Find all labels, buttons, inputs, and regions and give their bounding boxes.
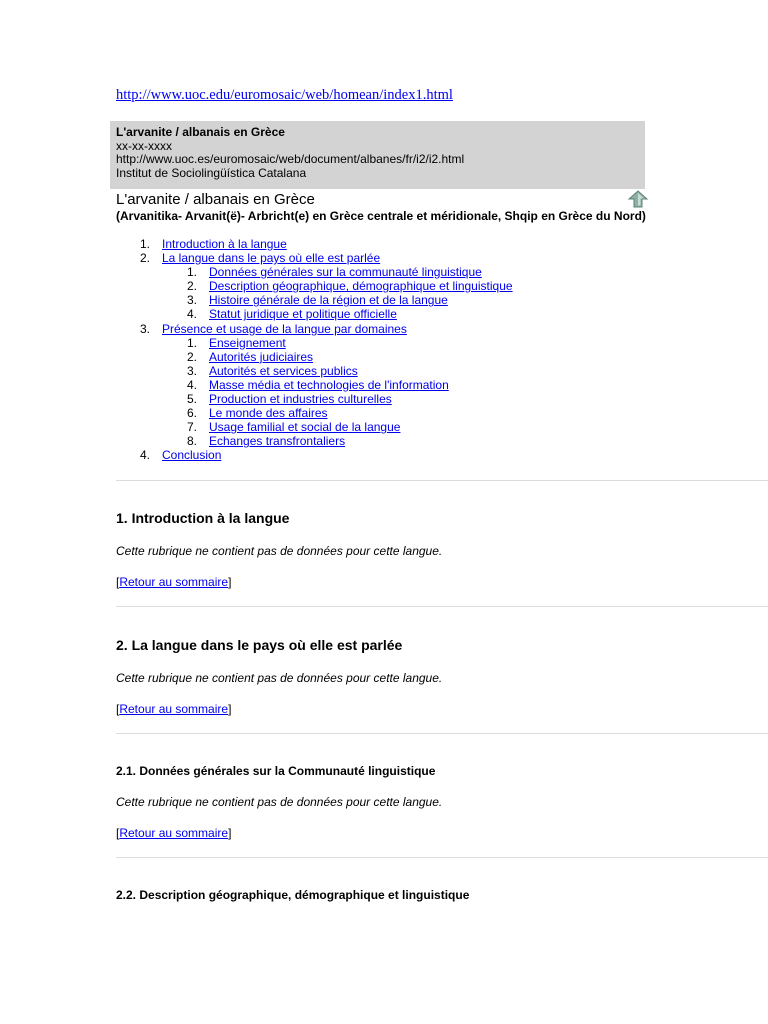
info-box-date: xx-xx-xxxx [116, 138, 172, 153]
toc-subitem [116, 265, 513, 279]
toc-subitem [116, 336, 513, 350]
toc-item-number: 4. [186, 377, 197, 392]
top-url-link[interactable]: http://www.uoc.edu/euromosaic/web/homean/index1.html [116, 87, 453, 103]
document-info-box [110, 121, 645, 189]
section-2-1-text: Cette rubrique ne contient pas de données pour cette langue. [116, 795, 443, 809]
section-1-back [116, 575, 231, 589]
toc-link[interactable]: Conclusion [162, 448, 222, 463]
bracket-close: ] [228, 575, 232, 589]
toc-item-number: 6. [186, 406, 197, 421]
section-1-text: Cette rubrique ne contient pas de données pour cette langue. [116, 544, 443, 558]
section-2-text: Cette rubrique ne contient pas de données pour cette langue. [116, 671, 443, 685]
toc-link[interactable]: Autorités et services publics [209, 363, 358, 378]
toc-link[interactable]: Production et industries culturelles [209, 392, 392, 407]
back-to-summary-link[interactable]: Retour au sommaire [119, 702, 229, 716]
toc-subitem [116, 364, 513, 378]
toc-item-number: 1. [139, 237, 150, 251]
info-box-title: L'arvanite / albanais en Grèce [116, 125, 285, 139]
toc-subitem [116, 392, 513, 406]
toc-subitem [116, 378, 513, 392]
toc-item-number: 3. [186, 293, 197, 308]
toc-subitem [116, 350, 513, 364]
section-2-1-title: 2.1. Données générales sur la Communauté linguistique [116, 764, 436, 778]
toc-item-number: 1. [186, 265, 197, 280]
back-to-summary-link[interactable]: Retour au sommaire [119, 575, 229, 589]
info-box-url: http://www.uoc.es/euromosaic/web/document/albanes/fr/i2/i2.html [116, 152, 465, 166]
toc-subitem [116, 420, 513, 434]
toc-link[interactable]: Enseignement [209, 335, 286, 350]
toc-link[interactable]: Masse média et technologies de l'information [209, 377, 449, 392]
back-to-summary-link[interactable]: Retour au sommaire [119, 826, 229, 840]
section-divider [116, 857, 768, 858]
section-2-title: 2. La langue dans le pays où elle est parlée [116, 637, 403, 653]
section-2-2-title: 2.2. Description géographique, démographique et linguistique [116, 888, 470, 902]
toc-item-number: 8. [186, 434, 197, 449]
bracket-close: ] [228, 826, 232, 840]
toc-link[interactable]: Echanges transfrontaliers [209, 434, 346, 449]
section-divider [116, 606, 768, 607]
toc-item [116, 322, 513, 336]
toc-item-number: 4. [186, 307, 197, 322]
toc-link[interactable]: Description géographique, démographique et linguistique [209, 279, 513, 294]
toc-link[interactable]: Autorités judiciaires [209, 349, 314, 364]
toc-link[interactable]: Usage familial et social de la langue [209, 420, 401, 435]
toc-item-number: 2. [186, 279, 197, 294]
info-box-institution: Institut de Sociolingüística Catalana [116, 165, 307, 180]
section-divider [116, 733, 768, 734]
toc-link[interactable]: Le monde des affaires [209, 406, 328, 421]
up-arrow-icon[interactable] [628, 190, 648, 209]
toc-subitem [116, 406, 513, 420]
toc-item [116, 237, 513, 251]
toc-item-number: 4. [139, 448, 150, 463]
section-divider [116, 480, 768, 481]
toc-subitem [116, 279, 513, 293]
section-2-1-back [116, 826, 231, 840]
toc-item [116, 251, 513, 265]
toc-link[interactable]: Histoire générale de la région et de la langue [209, 293, 448, 308]
toc-item-number: 2. [139, 251, 150, 266]
toc-subitem [116, 434, 513, 448]
toc-list [116, 237, 513, 463]
toc-link[interactable]: Introduction à la langue [162, 237, 287, 251]
bracket-open: [ [116, 702, 120, 716]
toc-item-number: 2. [186, 349, 197, 364]
bracket-open: [ [116, 826, 120, 840]
bracket-open: [ [116, 575, 120, 589]
toc-item-number: 7. [186, 420, 197, 435]
toc-item [116, 448, 513, 462]
toc-link[interactable]: Présence et usage de la langue par domaines [162, 321, 407, 336]
toc-item-number: 3. [139, 321, 150, 336]
page-subtitle: (Arvanitika- Arvanit(ë)- Arbricht(e) en Grèce centrale et méridionale, Shqip en Grèce du Nord) [116, 209, 646, 223]
toc-link[interactable]: Données générales sur la communauté linguistique [209, 265, 482, 280]
toc-link[interactable]: Statut juridique et politique officielle [209, 307, 397, 322]
table-of-contents [116, 237, 513, 463]
section-1-title: 1. Introduction à la langue [116, 510, 290, 526]
page-title: L'arvanite / albanais en Grèce [116, 191, 315, 208]
bracket-close: ] [228, 702, 232, 716]
toc-item-number: 5. [186, 392, 197, 407]
toc-item-number: 1. [186, 335, 197, 350]
toc-subitem [116, 307, 513, 321]
section-2-back [116, 702, 231, 716]
toc-item-number: 3. [186, 363, 197, 378]
toc-link[interactable]: La langue dans le pays où elle est parlée [162, 251, 381, 266]
toc-subitem [116, 293, 513, 307]
